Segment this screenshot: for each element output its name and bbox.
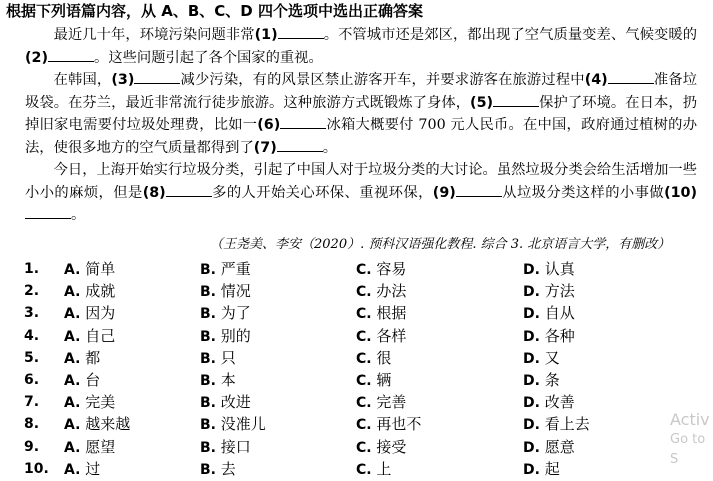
option-b[interactable] — [200, 413, 266, 436]
option-text: 别的 — [220, 326, 251, 345]
option-letter: D. — [523, 417, 540, 434]
option-d[interactable] — [523, 302, 575, 325]
option-b[interactable] — [200, 369, 236, 392]
option-d[interactable] — [523, 258, 575, 281]
blank-number-10: (10) — [664, 184, 698, 201]
option-letter: A. — [64, 306, 81, 323]
option-letter: B. — [200, 284, 216, 301]
option-letter: D. — [523, 306, 540, 323]
option-text: 上 — [376, 459, 392, 478]
blank-number-4: (4) — [584, 72, 608, 88]
question-number: 5. — [24, 349, 40, 366]
option-c[interactable] — [356, 302, 406, 325]
blank-number-2: (2) — [25, 49, 49, 66]
blank-5[interactable] — [493, 93, 539, 107]
option-text: 过 — [85, 459, 101, 478]
question-row — [24, 458, 704, 480]
option-text: 认真 — [544, 260, 575, 278]
question-number: 4. — [24, 327, 40, 344]
blank-3[interactable] — [134, 70, 180, 84]
option-a[interactable] — [64, 280, 115, 303]
instructions-title: 根据下列语篇内容，从 A、B、C、D 四个选项中选出正确答案 — [6, 2, 423, 20]
option-b[interactable] — [200, 391, 251, 414]
blank-10[interactable] — [25, 205, 71, 219]
passage-text: 在韩国， — [53, 72, 112, 88]
option-text: 情况 — [220, 282, 251, 301]
option-c[interactable] — [356, 325, 406, 348]
blank-4[interactable] — [608, 70, 654, 84]
option-a[interactable] — [64, 391, 115, 414]
paragraph-1 — [25, 24, 697, 69]
option-letter: B. — [200, 461, 216, 478]
option-text: 各样 — [376, 326, 407, 345]
question-number: 6. — [24, 371, 40, 388]
option-letter: A. — [64, 284, 81, 301]
option-text: 愿望 — [85, 437, 116, 456]
question-row — [24, 369, 704, 391]
blank-9[interactable] — [456, 183, 502, 197]
option-a[interactable] — [64, 258, 115, 281]
option-text: 去 — [220, 459, 236, 478]
option-text: 越来越 — [85, 415, 131, 434]
option-b[interactable] — [200, 302, 251, 325]
option-letter: D. — [523, 262, 540, 278]
option-d[interactable] — [523, 413, 590, 436]
option-letter: C. — [356, 328, 372, 345]
option-a[interactable] — [64, 325, 115, 348]
option-c[interactable] — [356, 280, 406, 303]
option-c[interactable] — [356, 347, 391, 370]
option-letter: D. — [523, 372, 540, 389]
option-text: 只 — [220, 348, 236, 367]
option-letter: B. — [200, 395, 216, 412]
option-d[interactable] — [523, 458, 560, 481]
question-row — [24, 325, 704, 347]
option-letter: A. — [64, 328, 81, 345]
source-citation: （王尧美、李安（2020）. 预科汉语强化教程. 综合 3. 北京语言大学，有删改） — [210, 237, 671, 252]
option-letter: B. — [200, 350, 216, 367]
option-b[interactable] — [200, 258, 251, 281]
option-letter: D. — [523, 395, 540, 412]
option-b[interactable] — [200, 347, 236, 370]
activation-watermark — [670, 410, 713, 470]
option-text: 完美 — [85, 393, 116, 412]
passage-text: 减少污染，有的风景区禁止游客开车，并要求游客在旅游过程中 — [180, 72, 585, 88]
option-text: 愿意 — [544, 437, 575, 456]
option-b[interactable] — [200, 325, 251, 348]
watermark-line-1: Activ — [670, 410, 710, 429]
passage-text: 准备垃圾袋。在芬兰，最近非常流行徒步旅游。这种旅游方式既锻炼了身体， — [25, 72, 698, 111]
option-letter: D. — [523, 461, 540, 478]
question-row — [24, 391, 704, 413]
blank-8[interactable] — [166, 183, 212, 197]
option-text: 起 — [544, 459, 560, 478]
option-text: 严重 — [220, 260, 251, 278]
question-number: 1. — [24, 261, 40, 277]
passage-text: 。 — [71, 207, 86, 223]
option-text: 看上去 — [544, 415, 590, 434]
option-text: 再也不 — [376, 415, 422, 434]
option-c[interactable] — [356, 391, 406, 414]
option-text: 简单 — [85, 260, 116, 278]
option-letter: C. — [356, 306, 372, 323]
option-a[interactable] — [64, 458, 100, 481]
option-letter: C. — [356, 417, 372, 434]
option-letter: D. — [523, 350, 540, 367]
option-letter: A. — [64, 262, 81, 278]
paragraph-3 — [25, 159, 697, 227]
option-text: 各种 — [544, 326, 575, 345]
option-text: 办法 — [376, 282, 407, 301]
option-letter: B. — [200, 372, 216, 389]
option-letter: C. — [356, 461, 372, 478]
option-text: 完善 — [376, 393, 407, 412]
option-letter: C. — [356, 372, 372, 389]
option-letter: A. — [64, 372, 81, 389]
option-c[interactable] — [356, 369, 391, 392]
option-text: 方法 — [544, 282, 575, 301]
option-d[interactable] — [523, 436, 575, 459]
passage-text: 最近几十年，环境污染问题非常 — [53, 27, 255, 43]
option-c[interactable] — [356, 258, 406, 281]
passage-text: 。这些问题引起了各个国家的重视。 — [94, 49, 323, 66]
question-number: 10. — [24, 460, 49, 477]
option-c[interactable] — [356, 436, 406, 459]
passage — [25, 24, 697, 227]
passage-text: 。不管城市还是郊区，都出现了空气质量变差、气候变暖的 — [323, 27, 697, 43]
option-text: 台 — [85, 370, 101, 389]
passage-text: 从垃圾分类这样的小事做 — [501, 184, 665, 201]
option-text: 容易 — [376, 260, 407, 278]
option-text: 本 — [220, 370, 236, 389]
option-letter: B. — [200, 262, 216, 278]
option-text: 根据 — [376, 304, 407, 323]
option-letter: A. — [64, 417, 81, 434]
passage-text: 。 — [322, 139, 338, 156]
question-number: 3. — [24, 305, 40, 322]
passage-text: 多的人开始关心环保、重视环保， — [211, 184, 433, 201]
passage-text: 今日，上海开始实行垃圾分类，引起了中国人对于垃圾分类的大讨论。虽然垃圾分类会给生活增加一些小小的麻烦，但是 — [25, 162, 697, 201]
option-text: 条 — [544, 370, 560, 389]
question-row — [24, 347, 704, 369]
option-text: 辆 — [376, 370, 392, 389]
paragraph-2 — [25, 69, 697, 159]
option-text: 接口 — [220, 437, 251, 456]
option-text: 自己 — [85, 326, 116, 345]
blank-1[interactable] — [278, 25, 324, 39]
option-letter: D. — [523, 284, 540, 301]
option-letter: A. — [64, 439, 81, 456]
option-text: 接受 — [376, 437, 407, 456]
option-b[interactable] — [200, 458, 236, 481]
question-row — [24, 258, 704, 280]
question-number: 2. — [24, 283, 40, 300]
option-text: 没准儿 — [220, 415, 266, 434]
option-letter: A. — [64, 461, 81, 478]
option-text: 很 — [376, 348, 392, 367]
question-row — [24, 413, 704, 435]
answer-options — [24, 258, 704, 480]
option-text: 自从 — [544, 304, 575, 323]
blank-number-3: (3) — [111, 72, 135, 88]
option-letter: B. — [200, 417, 216, 434]
passage-text: 保护了环境。在日本，扔掉旧家电需要付垃圾处理费，比如一 — [25, 94, 697, 133]
blank-number-1: (1) — [254, 27, 278, 43]
question-number: 9. — [24, 438, 40, 455]
option-letter: D. — [523, 439, 540, 456]
option-letter: B. — [200, 306, 216, 323]
option-letter: A. — [64, 350, 81, 367]
question-number: 8. — [24, 416, 40, 433]
option-d[interactable] — [523, 325, 575, 348]
option-text: 改善 — [544, 393, 575, 412]
option-text: 成就 — [85, 282, 116, 301]
watermark-line-2: Go to S — [670, 432, 706, 467]
option-letter: C. — [356, 350, 372, 367]
option-text: 都 — [85, 348, 101, 367]
option-letter: C. — [356, 439, 372, 456]
blank-number-6: (6) — [257, 117, 281, 133]
option-letter: D. — [523, 328, 540, 345]
blank-6[interactable] — [280, 115, 326, 129]
option-a[interactable] — [64, 436, 115, 459]
option-letter: C. — [356, 284, 372, 301]
blank-2[interactable] — [48, 48, 94, 62]
option-a[interactable] — [64, 413, 130, 436]
option-d[interactable] — [523, 369, 560, 392]
blank-number-8: (8) — [142, 184, 166, 201]
question-row — [24, 302, 704, 324]
option-text: 改进 — [220, 393, 251, 412]
blank-number-9: (9) — [432, 184, 456, 201]
question-number: 7. — [24, 394, 40, 411]
option-letter: A. — [64, 395, 81, 412]
option-b[interactable] — [200, 280, 251, 303]
option-letter: C. — [356, 395, 372, 412]
option-letter: B. — [200, 439, 216, 456]
blank-number-7: (7) — [253, 139, 277, 156]
option-letter: C. — [356, 262, 372, 278]
option-a[interactable] — [64, 302, 115, 325]
option-a[interactable] — [64, 347, 100, 370]
option-text: 因为 — [85, 304, 116, 323]
option-d[interactable] — [523, 391, 575, 414]
option-text: 又 — [544, 348, 560, 367]
option-a[interactable] — [64, 369, 100, 392]
blank-number-5: (5) — [470, 94, 494, 111]
question-row — [24, 280, 704, 302]
question-row — [24, 436, 704, 458]
blank-7[interactable] — [277, 138, 323, 152]
option-c[interactable] — [356, 458, 391, 481]
option-d[interactable] — [523, 347, 560, 370]
option-letter: B. — [200, 328, 216, 345]
passage-text: 冰箱大概要付 700 元人民币。在中国，政府通过植树的办法，使很多地方的空气质量都得到了 — [25, 117, 697, 156]
option-c[interactable] — [356, 413, 421, 436]
option-d[interactable] — [523, 280, 575, 303]
option-text: 为了 — [220, 304, 251, 323]
option-b[interactable] — [200, 436, 251, 459]
